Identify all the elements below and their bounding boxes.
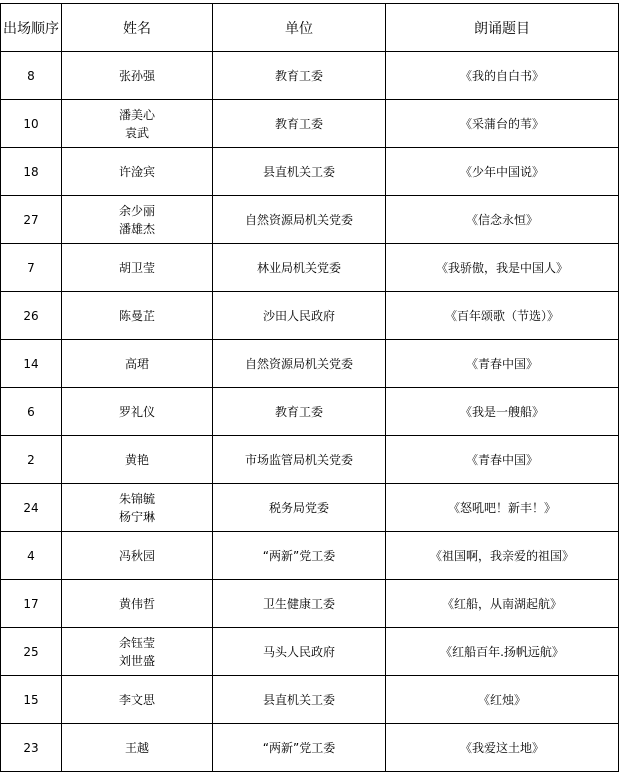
performer-name: 杨宁琳 (118, 509, 155, 524)
cell-order: 24 (1, 484, 62, 532)
performer-name: 罗礼仪 (118, 404, 155, 419)
cell-name (62, 196, 213, 244)
cell-name (62, 292, 213, 340)
cell-order: 8 (1, 52, 62, 100)
cell-unit: 市场监管局机关党委 (213, 436, 386, 484)
performer-name: 陈曼芷 (118, 308, 155, 323)
cell-unit: “两新”党工委 (213, 724, 386, 772)
cell-order: 15 (1, 676, 62, 724)
performer-name: 袁武 (124, 125, 149, 140)
cell-order: 7 (1, 244, 62, 292)
cell-order: 10 (1, 100, 62, 148)
table-row (1, 724, 619, 772)
cell-title: 《怒吼吧！新丰！》 (386, 484, 619, 532)
cell-title: 《少年中国说》 (386, 148, 619, 196)
cell-order: 4 (1, 532, 62, 580)
performer-name: 黄艳 (124, 452, 149, 467)
cell-title: 《红烛》 (386, 676, 619, 724)
table-row (1, 244, 619, 292)
cell-unit: 卫生健康工委 (213, 580, 386, 628)
performer-name: 张孙强 (118, 68, 155, 83)
cell-title: 《红船百年.扬帆远航》 (386, 628, 619, 676)
cell-order: 25 (1, 628, 62, 676)
cell-unit: 林业局机关党委 (213, 244, 386, 292)
cell-unit: 沙田人民政府 (213, 292, 386, 340)
cell-name (62, 532, 213, 580)
cell-order: 18 (1, 148, 62, 196)
header-title: 朗诵题目 (386, 4, 619, 52)
table-row (1, 436, 619, 484)
cell-title: 《采蒲台的苇》 (386, 100, 619, 148)
table-row (1, 676, 619, 724)
cell-order: 23 (1, 724, 62, 772)
cell-unit: 自然资源局机关党委 (213, 340, 386, 388)
performer-name: 朱锦毓 (118, 491, 155, 506)
performer-name: 胡卫莹 (118, 260, 155, 275)
table-row (1, 196, 619, 244)
cell-order: 14 (1, 340, 62, 388)
performer-name: 李文思 (118, 692, 155, 707)
performer-name: 许淦宾 (118, 164, 155, 179)
table-row (1, 148, 619, 196)
recitation-schedule-table (0, 3, 619, 772)
cell-title: 《红船，从南湖起航》 (386, 580, 619, 628)
performer-name: 王越 (124, 740, 149, 755)
table-row (1, 340, 619, 388)
cell-name (62, 244, 213, 292)
table-row (1, 292, 619, 340)
cell-name (62, 580, 213, 628)
performer-name: 余少丽 (118, 203, 155, 218)
cell-title: 《我爱这土地》 (386, 724, 619, 772)
cell-title: 《我是一艘船》 (386, 388, 619, 436)
cell-title: 《信念永恒》 (386, 196, 619, 244)
cell-name (62, 388, 213, 436)
table-row (1, 388, 619, 436)
cell-name (62, 100, 213, 148)
cell-name (62, 148, 213, 196)
header-unit: 单位 (213, 4, 386, 52)
table-row (1, 532, 619, 580)
cell-order: 27 (1, 196, 62, 244)
cell-unit: 县直机关工委 (213, 676, 386, 724)
table-row (1, 52, 619, 100)
cell-name (62, 340, 213, 388)
cell-order: 6 (1, 388, 62, 436)
cell-unit: 税务局党委 (213, 484, 386, 532)
cell-name (62, 436, 213, 484)
cell-title: 《青春中国》 (386, 436, 619, 484)
table-row (1, 628, 619, 676)
header-order: 出场顺序 (1, 4, 62, 52)
cell-title: 《百年颂歌（节选）》 (386, 292, 619, 340)
cell-order: 2 (1, 436, 62, 484)
cell-order: 26 (1, 292, 62, 340)
cell-title: 《祖国啊，我亲爱的祖国》 (386, 532, 619, 580)
cell-unit: 县直机关工委 (213, 148, 386, 196)
cell-name (62, 724, 213, 772)
page-edge-mark (290, 771, 324, 777)
cell-unit: “两新”党工委 (213, 532, 386, 580)
cell-title: 《我的自白书》 (386, 52, 619, 100)
performer-name: 黄伟哲 (118, 596, 155, 611)
cell-order: 17 (1, 580, 62, 628)
cell-title: 《青春中国》 (386, 340, 619, 388)
cell-name (62, 676, 213, 724)
performer-name: 刘世盛 (118, 653, 155, 668)
cell-unit: 自然资源局机关党委 (213, 196, 386, 244)
performer-name: 冯秋园 (118, 548, 155, 563)
header-name: 姓名 (62, 4, 213, 52)
performer-name: 潘美心 (118, 107, 155, 122)
table-row (1, 484, 619, 532)
cell-title: 《我骄傲，我是中国人》 (386, 244, 619, 292)
cell-name (62, 484, 213, 532)
cell-unit: 马头人民政府 (213, 628, 386, 676)
performer-name: 余钰莹 (118, 635, 155, 650)
performer-name: 潘雄杰 (118, 221, 155, 236)
cell-unit: 教育工委 (213, 52, 386, 100)
table-row (1, 100, 619, 148)
cell-name (62, 628, 213, 676)
table-header-row (1, 4, 619, 52)
performer-name: 高珺 (124, 356, 149, 371)
cell-unit: 教育工委 (213, 100, 386, 148)
cell-name (62, 52, 213, 100)
table-row (1, 580, 619, 628)
cell-unit: 教育工委 (213, 388, 386, 436)
